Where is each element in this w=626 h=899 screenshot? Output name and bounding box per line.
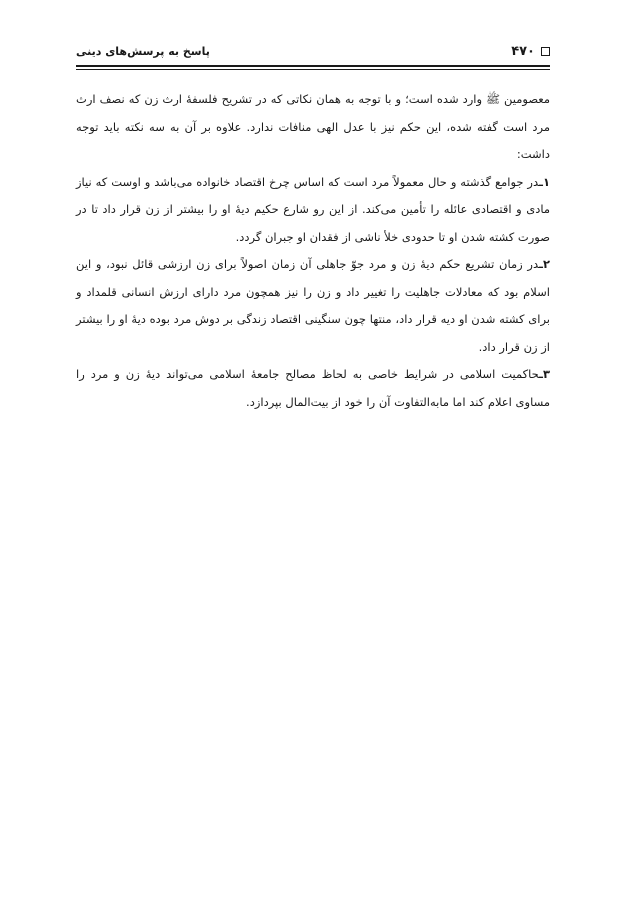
point-number-3: ۳ـ	[539, 367, 550, 381]
square-bullet-icon	[541, 47, 550, 56]
point-number-2: ۲ـ	[539, 257, 550, 271]
page-header	[76, 40, 550, 70]
header-rule-thick	[76, 65, 550, 67]
point-paragraph-1	[76, 169, 550, 252]
page-number: ۴۷۰	[511, 44, 535, 59]
header-rule-thin	[76, 69, 550, 70]
point-paragraph-3	[76, 361, 550, 416]
point-number-1: ۱ـ	[539, 174, 550, 189]
point-text-3: حاکمیت اسلامی در شرایط خاصی به لحاظ مصالح جامعهٔ اسلامی می‌تواند دیهٔ زن و مرد را مساوی اعلام کند اما مابه‌التفاوت آن را خود از بیت‌المال بپردازد.	[76, 367, 550, 409]
page-body	[76, 86, 550, 416]
running-title: پاسخ به پرسش‌های دینی	[76, 45, 210, 58]
point-text-1: در جوامع گذشته و حال معمولاً مرد است که اساس چرخ اقتصاد خانواده می‌باشد و اوست که نیاز مادی و اقتصادی عائله را تأمین می‌کند. از این رو شارع حکیم دیهٔ او را بیشتر از زن قرار داد تا در صورت کشته شدن او تا حدودی خلأ ناشی از فقدان او جبران گردد.	[76, 174, 550, 244]
intro-paragraph: معصومین ﷺ وارد شده است؛ و با توجه به همان نکاتی که در تشریح فلسفهٔ ارث زن که نصف ارث مرد است گفته شده، این حکم نیز با عدل الهی منافات ندارد. علاوه بر آن به سه نکته باید توجه داشت:	[76, 92, 550, 161]
page-number-group	[511, 44, 550, 59]
point-paragraph-2	[76, 251, 550, 361]
point-text-2: در زمان تشریع حکم دیهٔ زن و مرد جوّ جاهلی آن زمان اصولاً برای زن ارزشی قائل نبود، و این اسلام بود که معادلات جاهلیت را تغییر داد و زن را نیز همچون مرد دارای ارزش انسانی قلمداد و برای کشته شدن او دیه قرار داد، منتها چون سنگینی اقتصاد زندگی بر دوش مرد بوده دیهٔ او را بیشتر از زن قرار داد.	[76, 257, 550, 354]
